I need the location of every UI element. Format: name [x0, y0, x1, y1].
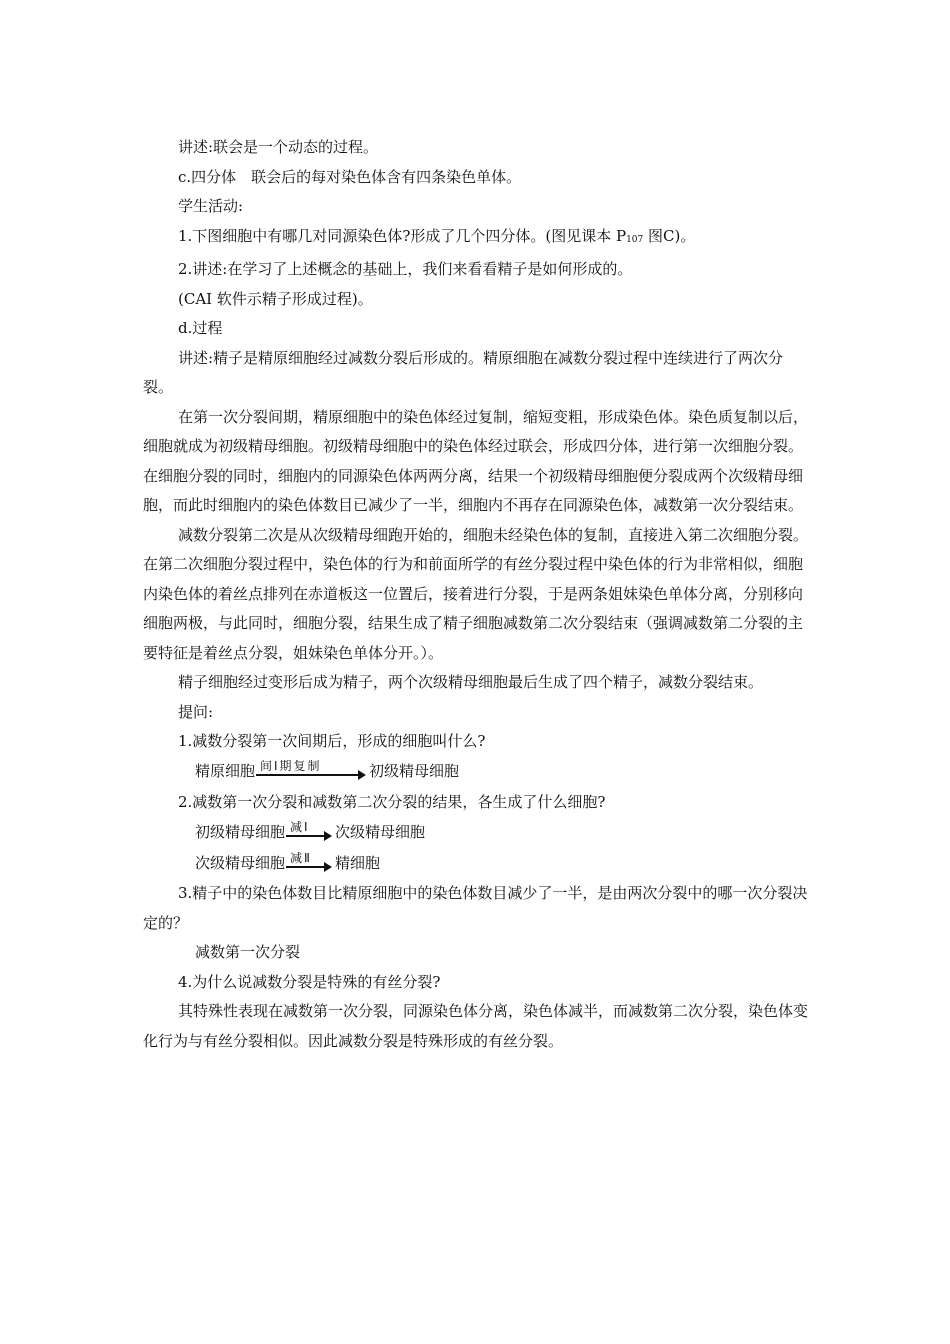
- flow-diagram-3: [195, 848, 811, 879]
- arrow-shaft: [286, 866, 326, 868]
- text-line: [143, 222, 811, 256]
- answer: 减数第一次分裂: [195, 943, 301, 961]
- arrow-label: 减Ⅰ: [290, 819, 310, 834]
- question: 2.减数第一次分裂和减数第二次分裂的结果，各生成了什么细胞?: [178, 792, 606, 811]
- text-fragment: 图C)。: [643, 226, 696, 245]
- text-line: c.四分体 联会后的每对染色体含有四条染色单体。: [178, 167, 522, 186]
- flow-diagram-2: [195, 817, 811, 848]
- paragraph: 在第一次分裂间期，精原细胞中的染色体经过复制，缩短变粗，形成染色体。染色质复制以后，细胞就成为初级精母细胞。初级精母细胞中的染色体经过联会，形成四分体，进行第一次细胞分裂。在细胞分裂的同时，细胞内的同源染色体两两分离，结果一个初级精母细胞便分裂成两个次级精母细胞，而此时细胞内的染色体数目已减少了一半，细胞内不再存在同源染色体，减数第一次分裂结束。: [143, 407, 809, 514]
- flow-to: 精细胞: [335, 853, 381, 872]
- text-line: 讲述:联会是一个动态的过程。: [178, 138, 379, 156]
- arrow-shaft: [286, 835, 326, 837]
- arrow-icon: [256, 760, 360, 776]
- paragraph: 精子细胞经过变形后成为精子，两个次级精母细胞最后生成了四个精子，减数分裂结束。: [178, 673, 764, 691]
- flow-from: 精原细胞: [195, 762, 256, 781]
- text-line: 学生活动:: [178, 197, 244, 215]
- arrow-label: 间Ⅰ期复制: [260, 759, 322, 773]
- text-line: 2.讲述:在学习了上述概念的基础上，我们来看看精子是如何形成的。: [178, 260, 633, 278]
- flow-from: 初级精母细胞: [195, 822, 286, 841]
- question: 3.精子中的染色体数目比精原细胞中的染色体数目减少了一半，是由两次分裂中的哪一次分裂决定的？: [143, 884, 808, 932]
- paragraph: 讲述:精子是精原细胞经过减数分裂后形成的。精原细胞在减数分裂过程中连续进行了两次分裂。: [143, 348, 784, 396]
- text-line: (CAI 软件示精子形成过程)。: [178, 289, 373, 308]
- question-heading: 提问:: [178, 702, 214, 721]
- arrow-shaft: [256, 774, 360, 776]
- text-line: d.过程: [178, 319, 223, 337]
- arrow-icon: [286, 852, 326, 868]
- arrow-icon: [286, 821, 326, 837]
- flow-from: 次级精母细胞: [195, 853, 286, 872]
- document-body: [143, 133, 811, 1056]
- page-subscript: 107: [626, 234, 644, 245]
- question: 1.减数分裂第一次间期后，形成的细胞叫什么?: [178, 732, 486, 750]
- question: 4.为什么说减数分裂是特殊的有丝分裂?: [178, 972, 441, 991]
- text-fragment: 1.下图细胞中有哪几对同源染色体?形成了几个四分体。(图见课本 P: [178, 226, 627, 245]
- flow-to: 初级精母细胞: [369, 762, 460, 781]
- answer: 其特殊性表现在减数第一次分裂，同源染色体分离，染色体减半，而减数第二次分裂，染色体变化行为与有丝分裂相似。因此减数分裂是特殊形成的有丝分裂。: [143, 1002, 809, 1050]
- flow-diagram-1: [195, 757, 811, 788]
- arrow-label: 减Ⅱ: [290, 850, 312, 865]
- flow-to: 次级精母细胞: [335, 822, 426, 841]
- paragraph: 减数分裂第二次是从次级精母细跑开始的，细胞未经染色体的复制，直接进入第二次细胞分裂。在第二次细胞分裂过程中，染色体的行为和前面所学的有丝分裂过程中染色体的行为非常相似，细胞内染色体的着丝点排列在赤道板这一位置后，接着进行分裂，于是两条姐妹染色单体分离，分别移向细胞两极，与此同时，细胞分裂，结果生成了精子细胞减数第二次分裂结束（强调减数第二分裂的主要特征是着丝点分裂，姐妹染色单体分开。）。: [143, 525, 809, 662]
